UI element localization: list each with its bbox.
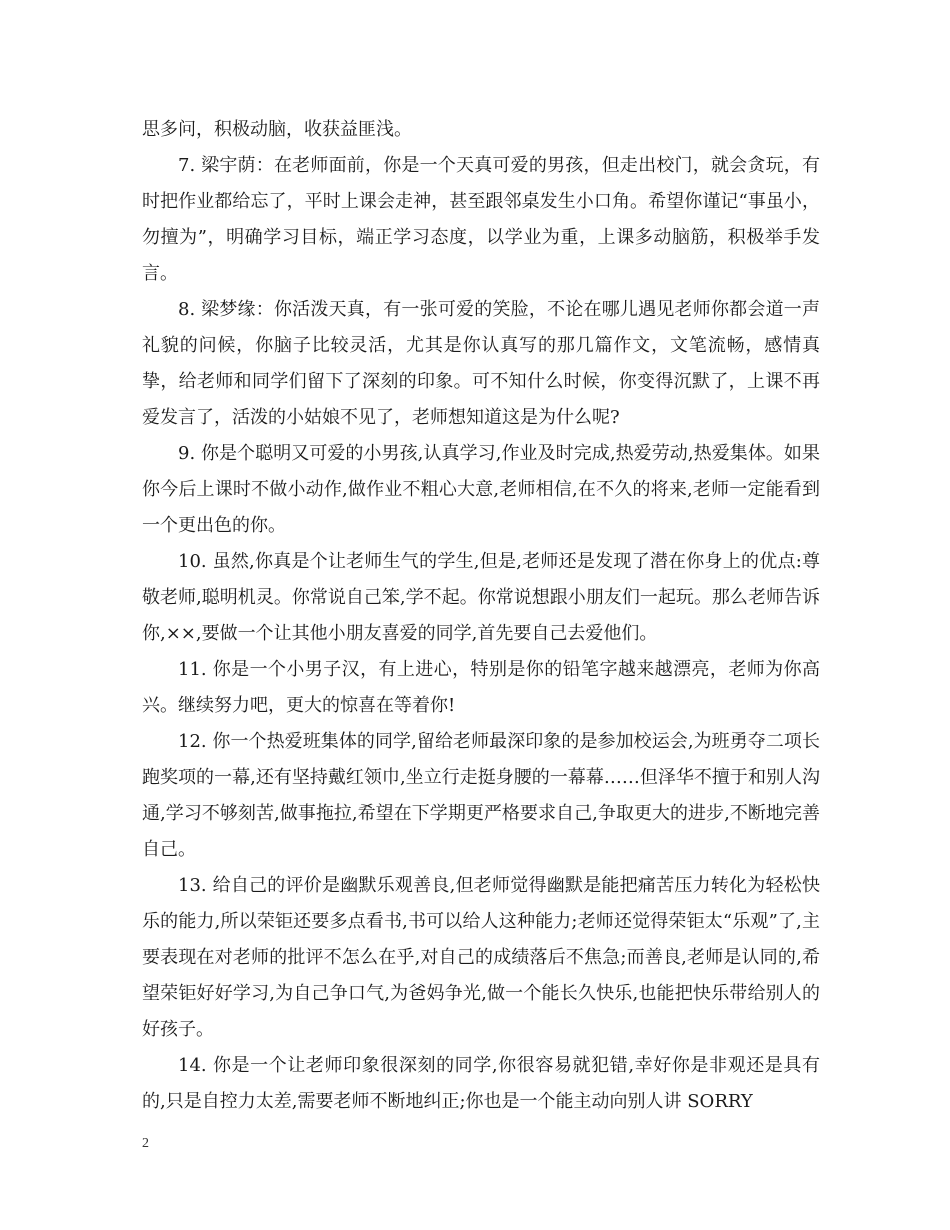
paragraph-comment-8: 8. 梁梦缘：你活泼天真，有一张可爱的笑脸，不论在哪儿遇见老师你都会道一声礼貌的问候，你脑子比较灵活，尤其是你认真写的那几篇作文，文笔流畅，感情真挚，给老师和同学们留下了深刻的印象。可不知什么时候，你变得沉默了，上课不再爱发言了，活泼的小姑娘不见了，老师想知道这是为什么呢? bbox=[142, 299, 820, 428]
paragraph-comment-7: 7. 梁宇荫：在老师面前，你是一个天真可爱的男孩，但走出校门，就会贪玩，有时把作业都给忘了，平时上课会走神，甚至跟邻桌发生小口角。希望你谨记“事虽小，勿擅为”，明确学习目标，端正学习态度，以学业为重，上课多动脑筋，积极举手发言。 bbox=[142, 155, 820, 284]
paragraph-comment-12: 12. 你一个热爱班集体的同学,留给老师最深印象的是参加校运会,为班勇夺二项长跑奖项的一幕,还有坚持戴红领巾,坐立行走挺身腰的一幕幕……但泽华不擅于和别人沟通,学习不够刻苦,做事拖拉,希望在下学期更严格要求自己,争取更大的进步,不断地完善自己。 bbox=[142, 731, 820, 860]
paragraph-comment-9: 9. 你是个聪明又可爱的小男孩,认真学习,作业及时完成,热爱劳动,热爱集体。如果你今后上课时不做小动作,做作业不粗心大意,老师相信,在不久的将来,老师一定能看到一个更出色的你。 bbox=[142, 443, 820, 536]
paragraph-comment-10: 10. 虽然,你真是个让老师生气的学生,但是,老师还是发现了潜在你身上的优点:尊敬老师,聪明机灵。你常说自己笨,学不起。你常说想跟小朋友们一起玩。那么老师告诉你,××,要做一个让其他小朋友喜爱的同学,首先要自己去爱他们。 bbox=[142, 551, 820, 644]
page-number: 2 bbox=[142, 1136, 149, 1151]
paragraph-comment-11: 11. 你是一个小男子汉，有上进心，特别是你的铅笔字越来越漂亮，老师为你高兴。继续努力吧，更大的惊喜在等着你! bbox=[142, 659, 820, 716]
document-body bbox=[142, 112, 820, 1120]
paragraph-continuation: 思多问，积极动脑，收获益匪浅。 bbox=[142, 119, 412, 140]
paragraph-comment-13: 13. 给自己的评价是幽默乐观善良,但老师觉得幽默是能把痛苦压力转化为轻松快乐的能力,所以荣钜还要多点看书,书可以给人这种能力;老师还觉得荣钜太“乐观”了,主要表现在对老师的批评不怎么在乎,对自己的成绩落后不焦急;而善良,老师是认同的,希望荣钜好好学习,为自己争口气,为爸妈争光,做一个能长久快乐,也能把快乐带给别人的好孩子。 bbox=[142, 875, 820, 1040]
paragraph-comment-14: 14. 你是一个让老师印象很深刻的同学,你很容易就犯错,幸好你是非观还是具有的,只是自控力太差,需要老师不断地纠正;你也是一个能主动向别人讲 SORRY bbox=[142, 1055, 820, 1112]
